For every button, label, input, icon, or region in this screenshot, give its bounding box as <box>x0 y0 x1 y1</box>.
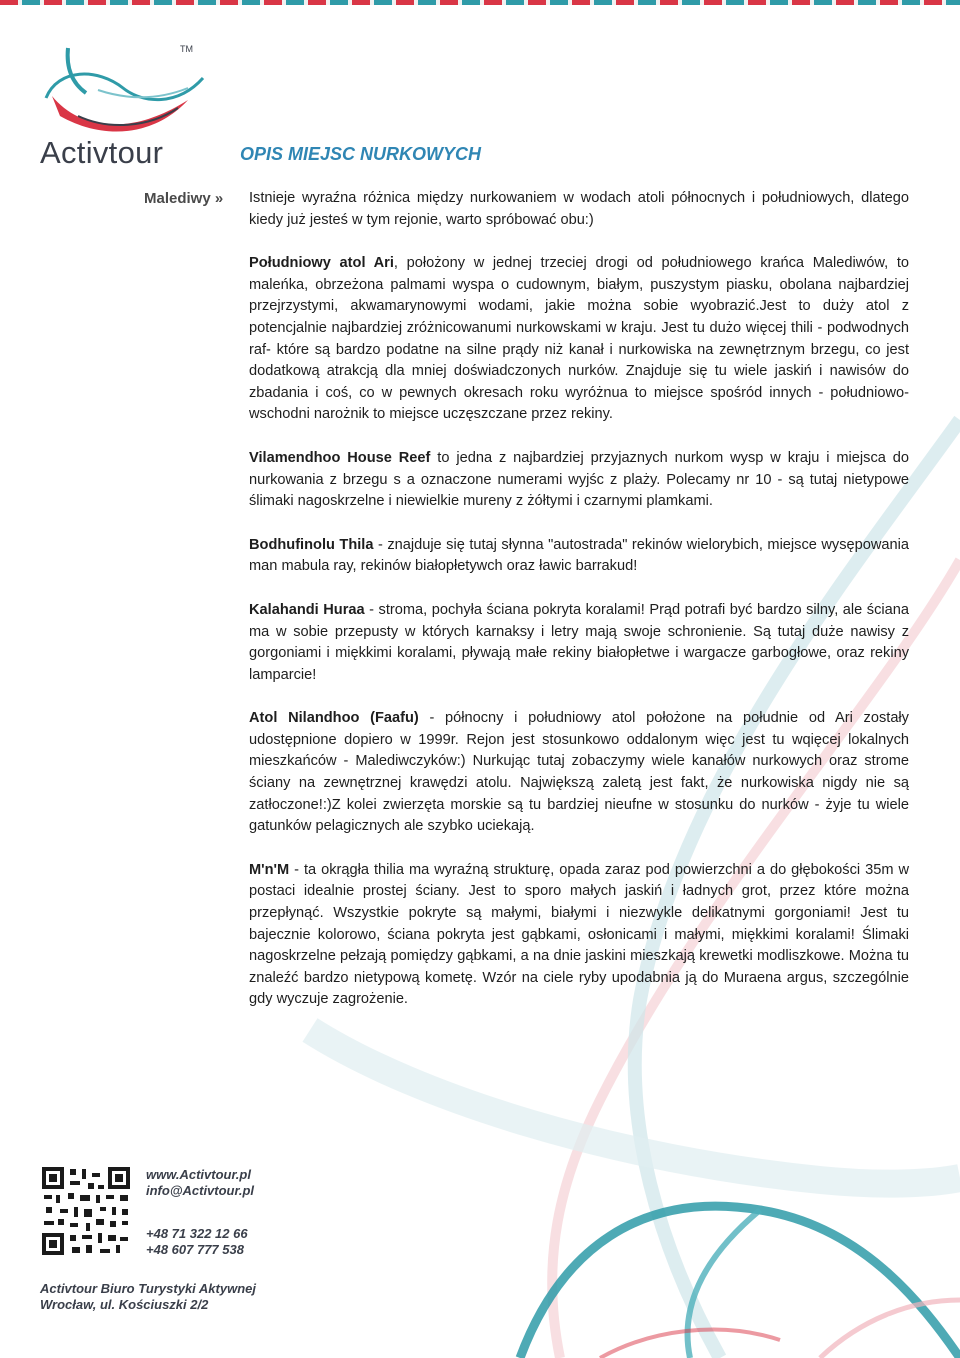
site-name: Kalahandi Huraa <box>249 601 365 618</box>
site-name: Bodhufinolu Thila <box>249 536 374 553</box>
company-address: Wrocław, ul. Kościuszki 2/2 <box>40 1297 209 1312</box>
document-title: OPIS MIEJSC NURKOWYCH <box>240 144 482 164</box>
footer <box>40 1165 340 1325</box>
site-name: M'n'M <box>249 861 290 878</box>
qr-code-icon <box>40 1165 132 1257</box>
company-name: Activtour Biuro Turystyki Aktywnej <box>40 1281 256 1296</box>
paragraph-south-ari: Południowy atol Ari, położony w jednej trzeciej drogi od południowego krańca Malediwów, to maleńka, obrzeżona palmami wyspa o cudownym, białym, puszystym piasku, obolana najbardziej przejrzystymi, akwamarynowymi wodami, jakie można sobie wyobrazić.Jest to duży atol z potencjalnie najbardziej zróżnicowanumi nurkowskami w kraju. Jest tu dużo więcej thili - podwodnych raf- które są bardzo podatne na silne prądy niż kanał i nurkowiska na zewnętrznym brzegu, co jest dodatkową atrakcją dla mniej doświadczonych nurków. Znajduje się tu wiele jaskiń i nawisów do zbadania i coś, co w pewnych okresach roku wyróżnua to miejsce spośród innych - południowo-wschodni narożnik to miejsce uczęszczane przez rekiny. <box>249 255 909 423</box>
email-link[interactable]: info@Activtour.pl <box>146 1183 255 1198</box>
phone-mobile: +48 607 777 538 <box>146 1242 244 1257</box>
trademark-mark: TM <box>180 44 193 54</box>
website-link[interactable]: www.Activtour.pl <box>146 1167 251 1182</box>
section-label-maldives: Malediwy » <box>144 190 224 207</box>
document-body <box>249 188 909 1033</box>
paragraph-nilandhoo: Atol Nilandhoo (Faafu) - północny i południowy atol położone na południe od Ari zostały udostępnione dopiero w 1999r. Rejon jest stosunkowo oddalonym więc jest tu wqięcej lokalnych mieszkańców - Malediwczyków:) Nurkując tutaj zobaczymy wiele kanałów nurkowych oraz strome ściany na zewnętrznej krawędzi atolu. Największą zaletą jest fakt, że nurkowiska nigdy nie są zatłoczone!:)Z kolei zwierzęta morskie są tu bardziej nieufne w stosunku do nurków - żyje tu wiele gatunków pelagicznych ale szybko uciekają. <box>249 710 909 835</box>
paragraph-kalahandi: Kalahandi Huraa - stroma, pochyła ściana pokryta koralami! Prąd potrafi być bardzo silny, ale ściana ma w sobie przepusty w których karnaksy i letry mają swoje schronienie. Są tutaj duże nawisy z gorgoniami i miękkimi koralami, pływają małe rekiny białopłetwe i wargacze garbogłowe, oraz rekiny lamparcie! <box>249 601 909 683</box>
site-name: Południowy atol Ari <box>249 255 394 272</box>
top-decorative-stripe <box>0 0 960 5</box>
site-name: Atol Nilandhoo (Faafu) <box>249 710 419 727</box>
paragraph-mnm: M'n'M - ta okrągła thilia ma wyraźną strukturę, opada zaraz pod powierzchni a do głębokości 35m w postaci idealnie prostej ściany. Jest to sporo małych jaskiń i ładnych grot, przez które można przepłynąć. Wszystkie pokryte są małymi, białymi i niezwykle delikatnymi gorgoniami! Jest tu bajecznie kolorowo, ściana pokryta jest gąbkami, osłonicami i małymi, miękkimi koralami! Ślimaki nagoskrzelne pełzają pomiędzy gąbkami, a na dnie jaskini mieszkają krewetki modliszkowe. Można tu znaleźć bardzo nietypową kometę. Wzór na ciele ryby upodabnia ją do Muraena argus, szczególnie gdy wyczuje zagrożenie. <box>249 861 909 1008</box>
paragraph-vilamendhoo: Vilamendhoo House Reef to jedna z najbardziej przyjaznych nurkom wysp w kraju i miejsca do nurkowania z brzegu s a oznaczone numerami wyjśc z plaży. Polecamy nr 10 - są tutaj nietypowe ślimaki nagoskrzelne i niewielkie mureny z żółtymi i czarnymi plamkami. <box>249 449 909 510</box>
paragraph-bodhufinolu: Bodhufinolu Thila - znajduje się tutaj słynna "autostrada" rekinów wielorybich, miejsce wysępowania man mabula ray, rekinów białopłetywch oraz ławic barrakud! <box>249 536 909 575</box>
paragraph-intro: Istnieje wyraźna różnica między nurkowaniem w wodach atoli północnych i południowych, dlatego kiedy już jesteś w tym rejonie, warto spróbować obu:) <box>249 190 909 228</box>
site-name: Vilamendhoo House Reef <box>249 449 431 466</box>
phone-landline: +48 71 322 12 66 <box>146 1226 248 1241</box>
brand-name: Activtour <box>40 135 164 170</box>
